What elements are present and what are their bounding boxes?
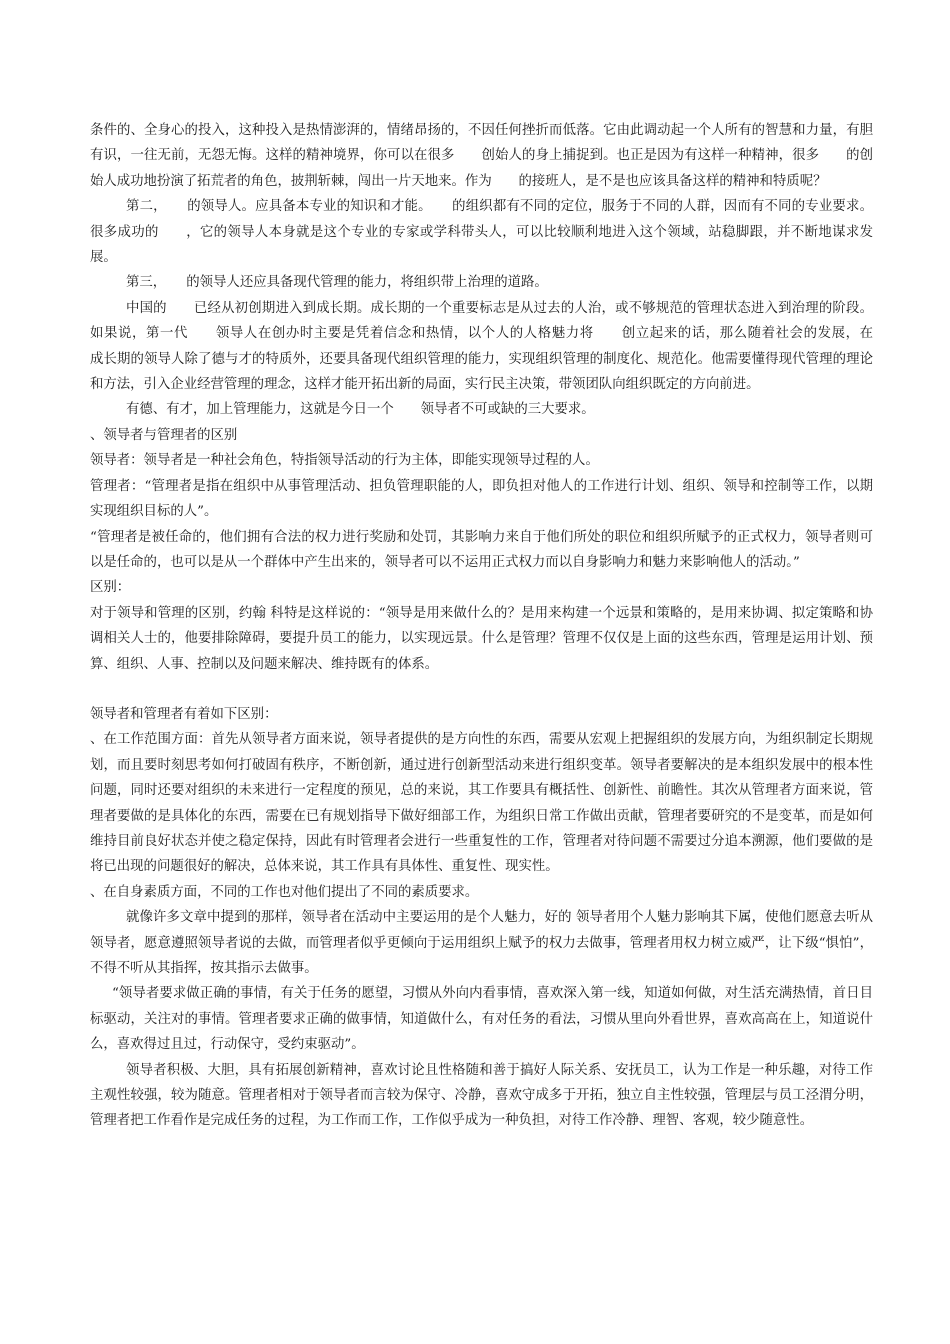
- paragraph-second-requirement: 第二， 的领导人。应具备本专业的知识和才能。 的组织都有不同的定位，服务于不同的人群，因而有不同的专业要求。很多成功的 ，它的领导人本身就是这个专业的专家或学科带头人，可以比较顺利地进入这个领域，站稳脚跟，并不断地谋求发展。: [90, 199, 873, 266]
- paragraph-kotter: 对于领导和管理的区别，约翰 科特是这样说的：“领导是用来做什么的？是用来构建一个远景和策略的，是用来协调、拟定策略和协调相关人士的，他要排除障碍，要提升员工的能力，以实现远景。什么是管理？管理不仅仅是上面的这些东西，管理是运用计划、预算、组织、人事、控制以及问题来解决、维持既有的体系。: [90, 605, 873, 672]
- blank-line: [90, 677, 873, 702]
- paragraph-work-scope: 、在工作范围方面：首先从领导者方面来说，领导者提供的是方向性的东西，需要从宏观上把握组织的发展方向，为组织制定长期规划，而且要时刻思考如何打破固有秩序，不断创新，通过进行创新型活动来进行组织变革。领导者要解决的是本组织发展中的根本性问题，同时还要对组织的未来进行一定程度的预见，总的来说，其工作要具有概括性、创新性、前瞻性。其次从管理者方面来说，管理者要做的是具体化的东西，需要在已有规划指导下做好细部工作，为组织日常工作做出贡献，管理者要研究的不是变革，而是如何维持目前良好状态并使之稳定保持，因此有时管理者会进行一些重复性的工作，管理者对待问题不需要过分追本溯源，他们要做的是将已出现的问题很好的解决，总体来说，其工作具有具体性、重复性、现实性。: [90, 732, 873, 875]
- paragraph-three-requirements: 有德、有才，加上管理能力，这就是今日一个 领导者不可或缺的三大要求。: [126, 402, 595, 418]
- label-difference: 区别：: [90, 580, 131, 596]
- document-page: [90, 118, 900, 1134]
- section-heading-differences: 、领导者与管理者的区别: [90, 427, 238, 443]
- paragraph-third-requirement: 第三， 的领导人还应具备现代管理的能力，将组织带上治理的道路。: [126, 275, 548, 291]
- paragraph-appointment-quote: “管理者是被任命的，他们拥有合法的权力进行奖励和处罚，其影响力来自于他们所处的职位和组织所赋予的正式权力，领导者则可以是任命的，也可以是从一个群体中产生出来的，领导者可以不运用正式权力而以自身影响力和魅力来影响他人的活动。”: [90, 529, 873, 570]
- paragraph-charisma: 就像许多文章中提到的那样，领导者在活动中主要运用的是个人魅力，好的 领导者用个人魅力影响其下属，使他们愿意去听从领导者，愿意遵照领导者说的去做，而管理者似乎更倾向于运用组织上赋予的权力去做事，管理者用权力树立威严，让下级“惧怕”，不得不听从其指挥，按其指示去做事。: [90, 910, 873, 976]
- paragraph-growth-stage: 中国的 已经从初创期进入到成长期。成长期的一个重要标志是从过去的人治，或不够规范的管理状态进入到治理的阶段。如果说，第一代 领导人在创办时主要是凭着信念和热情，以个人的人格魅力将 创立起来的话，那么随着社会的发展，在 成长期的领导人除了德与才的特质外，还要具备现代组织管理的能力，实现组织管理的制度化、规范化。他需要懂得现代管理的理论和方法，引入企业经营管理的理念，这样才能开拓出新的局面，实行民主决策，带领团队向组织既定的方向前进。: [90, 300, 900, 393]
- paragraph-founder-spirit: 条件的、全身心的投入，这种投入是热情澎湃的，情绪昂扬的，不因任何挫折而低落。它由此调动起一个人所有的智慧和力量，有胆有识，一往无前，无怨无悔。这样的精神境界，你可以在很多 创始人的身上捕捉到。也正是因为有这样一种精神，很多 的创始人成功地扮演了拓荒者的角色，披荆斩棘，闯出一片天地来。作为 的接班人，是不是也应该具备这样的精神和特质呢？: [90, 123, 873, 189]
- paragraph-quality-heading: 、在自身素质方面，不同的工作也对他们提出了不同的素质要求。: [90, 884, 479, 900]
- paragraph-leader-definition: 领导者：领导者是一种社会角色，特指领导活动的行为主体，即能实现领导过程的人。: [90, 453, 599, 469]
- paragraph-right-things-quote: “领导者要求做正确的事情，有关于任务的愿望，习惯从外向内看事情，喜欢深入第一线，知道如何做，对生活充满热情，首日目标驱动，关注对的事情。管理者要求正确的做事情，知道做什么，有对任务的看法，习惯从里向外看世界，喜欢高高在上，知道说什么，喜欢得过且过，行动保守，受约束驱动”。: [90, 986, 873, 1053]
- heading-differences-list: 领导者和管理者有着如下区别：: [90, 706, 278, 722]
- paragraph-manager-definition: 管理者：“管理者是指在组织中从事管理活动、担负管理职能的人，即负担对他人的工作进行计划、组织、领导和控制等工作，以期实现组织目标的人”。: [90, 478, 873, 520]
- paragraph-personality: 领导者积极、大胆，具有拓展创新精神，喜欢讨论且性格随和善于搞好人际关系、安抚员工，认为工作是一种乐趣，对待工作主观性较强，较为随意。管理者相对于领导者而言较为保守、冷静，喜欢守成多于开拓，独立自主性较强，管理层与员工泾渭分明，管理者把工作看作是完成任务的过程，为工作而工作，工作似乎成为一种负担，对待工作冷静、理智、客观，较少随意性。: [90, 1062, 873, 1129]
